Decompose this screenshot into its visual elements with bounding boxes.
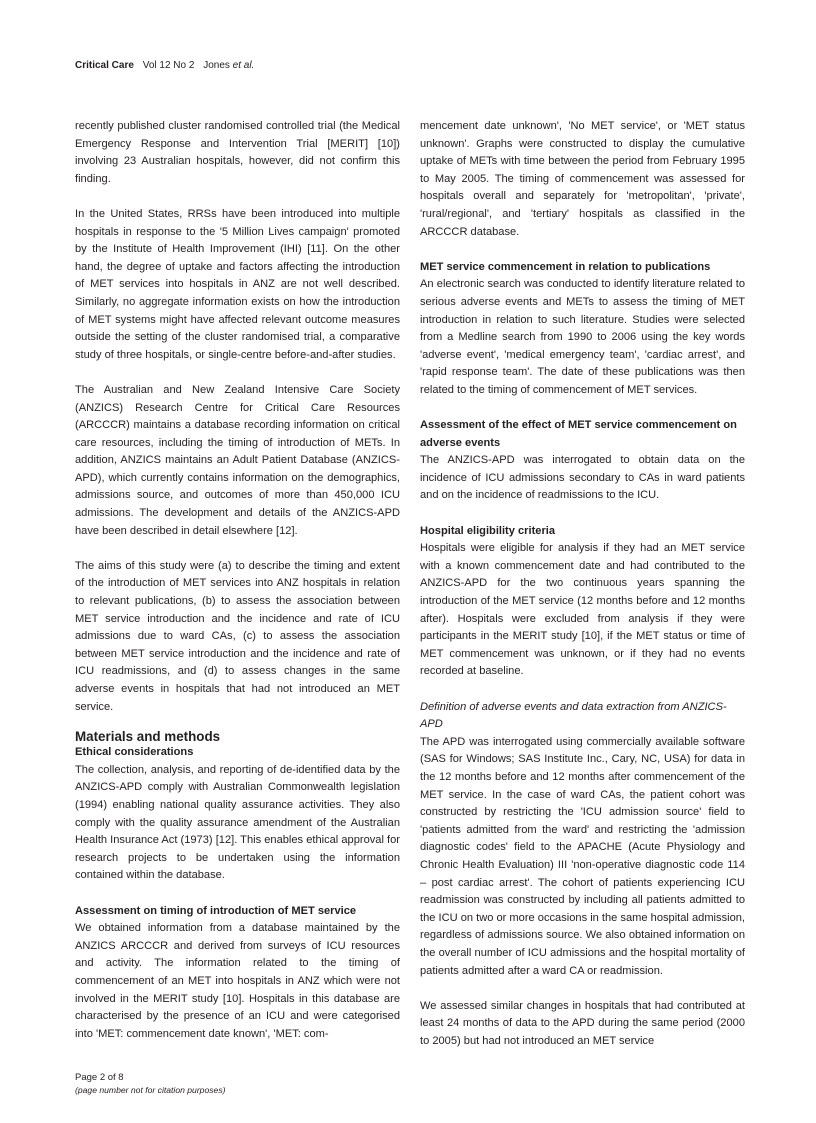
page-footer — [75, 1072, 225, 1096]
citation-note: (page number not for citation purposes) — [75, 1085, 226, 1095]
section-heading: Materials and methods — [75, 729, 221, 745]
paragraph: The Australian and New Zealand Intensive Care Society (ANZICS) Research Centre for Critical Care Resources (ARCCCR) maintains a database recording information on critical care resources, including the timing of introduction of METs. In addition, ANZICS maintains an Adult Patient Database (ANZICS-APD), which currently contains information on the demographics, admissions source, and outcomes of more than 450,000 ICU admissions. The development and details of the ANZICS-APD have been described in detail elsewhere [12]. — [75, 383, 400, 537]
paragraph: We obtained information from a database maintained by the ANZICS ARCCCR and derived from surveys of ICU resources and activity. The information related to the timing of commencement of an MET into hospitals in ANZ which were not involved in the MERIT study [10]. Hospitals in this database are characterised by the presence of an ICU and were categorised into 'MET: commencement date known', 'MET: com- — [75, 922, 400, 1040]
paragraph: The collection, analysis, and reporting of de-identified data by the ANZICS-APD comply with Australian Commonwealth legislation (1994) enabling national quality assurance activities. They also comply with the quality assurance amendment of the Australian Health Insurance Act (1973) [12]. This enables ethical approval for research projects to be undertaken using the information contained within the database. — [75, 763, 400, 882]
journal-name: Critical Care — [75, 60, 134, 71]
left-column — [75, 118, 400, 1043]
paragraph: mencement date unknown', 'No MET service', or 'MET status unknown'. Graphs were constructed to display the cumulative uptake of METs with time between the period from February 1995 to May 2005. The timing of commencement was assessed for hospitals overall and separately for 'metropolitan', 'private', 'rural/regional', and 'tertiary' hospitals as classified in the ARCCCR database. — [420, 120, 745, 238]
author-names: Jones — [203, 60, 230, 71]
paragraph: We assessed similar changes in hospitals that had contributed at least 24 months of data to the APD during the same period (2000 to 2005) but had not introduced an MET service — [420, 999, 745, 1047]
italic-subheading: Definition of adverse events and data extraction from ANZICS-APD — [420, 700, 727, 731]
author-etal: et al. — [232, 60, 255, 71]
running-head — [75, 60, 254, 72]
subsection-heading: MET service commencement in relation to publications — [420, 260, 711, 273]
paragraph: In the United States, RRSs have been introduced into multiple hospitals in response to the '5 Million Lives campaign' promoted by the Institute of Health Improvement (IHI) [11]. On the other hand, the degree of uptake and factors affecting the introduction of MET services into hospitals in ANZ are not well described. Similarly, no aggregate information exists on how the introduction of MET systems might have affected relevant outcome measures outside the setting of the cluster randomised trial, a comparative study of three hospitals, or single-centre before-and-after studies. — [75, 207, 400, 361]
right-column — [420, 118, 745, 1050]
paragraph: An electronic search was conducted to identify literature related to serious adverse events and METs to assess the timing of MET introduction in relation to such literature. Studies were selected from a Medline search from 1990 to 2006 using the key words 'adverse event', 'medical emergency team', 'cardiac arrest', and 'rapid response team'. The date of these publications was then related to the timing of commencement of MET services. — [420, 278, 745, 396]
page-number: Page 2 of 8 — [75, 1072, 124, 1083]
volume-info: Vol 12 No 2 — [142, 60, 195, 71]
paragraph: Hospitals were eligible for analysis if they had an MET service with a known commencement date and had contributed to the ANZICS-APD for the two continuous years spanning the introduction of the MET service (12 months before and 12 months after). Hospitals were excluded from analysis if they were participants in the MERIT study [10], if the MET status or time of MET commencement was unknown, or if they had no events recorded at baseline. — [420, 542, 745, 678]
subsection-heading: Ethical considerations — [75, 746, 194, 759]
paragraph: recently published cluster randomised controlled trial (the Medical Emergency Response and Intervention Trial [MERIT] [10]) involving 23 Australian hospitals, however, did not confirm this finding. — [75, 120, 400, 185]
paragraph: The ANZICS-APD was interrogated to obtain data on the incidence of ICU admissions secondary to CAs in ward patients and on the incidence of readmissions to the ICU. — [420, 454, 745, 502]
subsection-heading: Assessment on timing of introduction of MET service — [75, 904, 357, 917]
paragraph: The APD was interrogated using commercially available software (SAS for Windows; SAS Institute Inc., Cary, NC, USA) for data in the 12 months before and 12 months after commencement of the MET service. In the case of ward CAs, the patient cohort was constructed by restricting the 'ICU admission source' field to 'patients admitted from the ward' and restricting the 'admission diagnostic codes' field to the APACHE (Acute Physiology and Chronic Health Evaluation) III 'non-operative diagnostic code 114 – post cardiac arrest'. The cohort of patients experiencing ICU readmission was constructed by including all patients admitted to the ICU on two or more occasions in the same hospital admission, regardless of admissions source. We also obtained information on the overall number of ICU admissions and the hospital mortality of patients admitted after a ward CA or readmission. — [420, 735, 745, 977]
paragraph: The aims of this study were (a) to describe the timing and extent of the introduction of MET services into ANZ hospitals in relation to relevant publications, (b) to assess the association between MET service introduction and the incidence and rate of ICU admissions due to ward CAs, (c) to assess the association between MET service introduction and the incidence and rate of ICU readmissions, and (d) to assess changes in the same adverse events in hospitals that had not introduced an MET service. — [75, 559, 400, 713]
subsection-heading: Assessment of the effect of MET service commencement on adverse events — [420, 419, 737, 449]
subsection-heading: Hospital eligibility criteria — [420, 524, 556, 537]
